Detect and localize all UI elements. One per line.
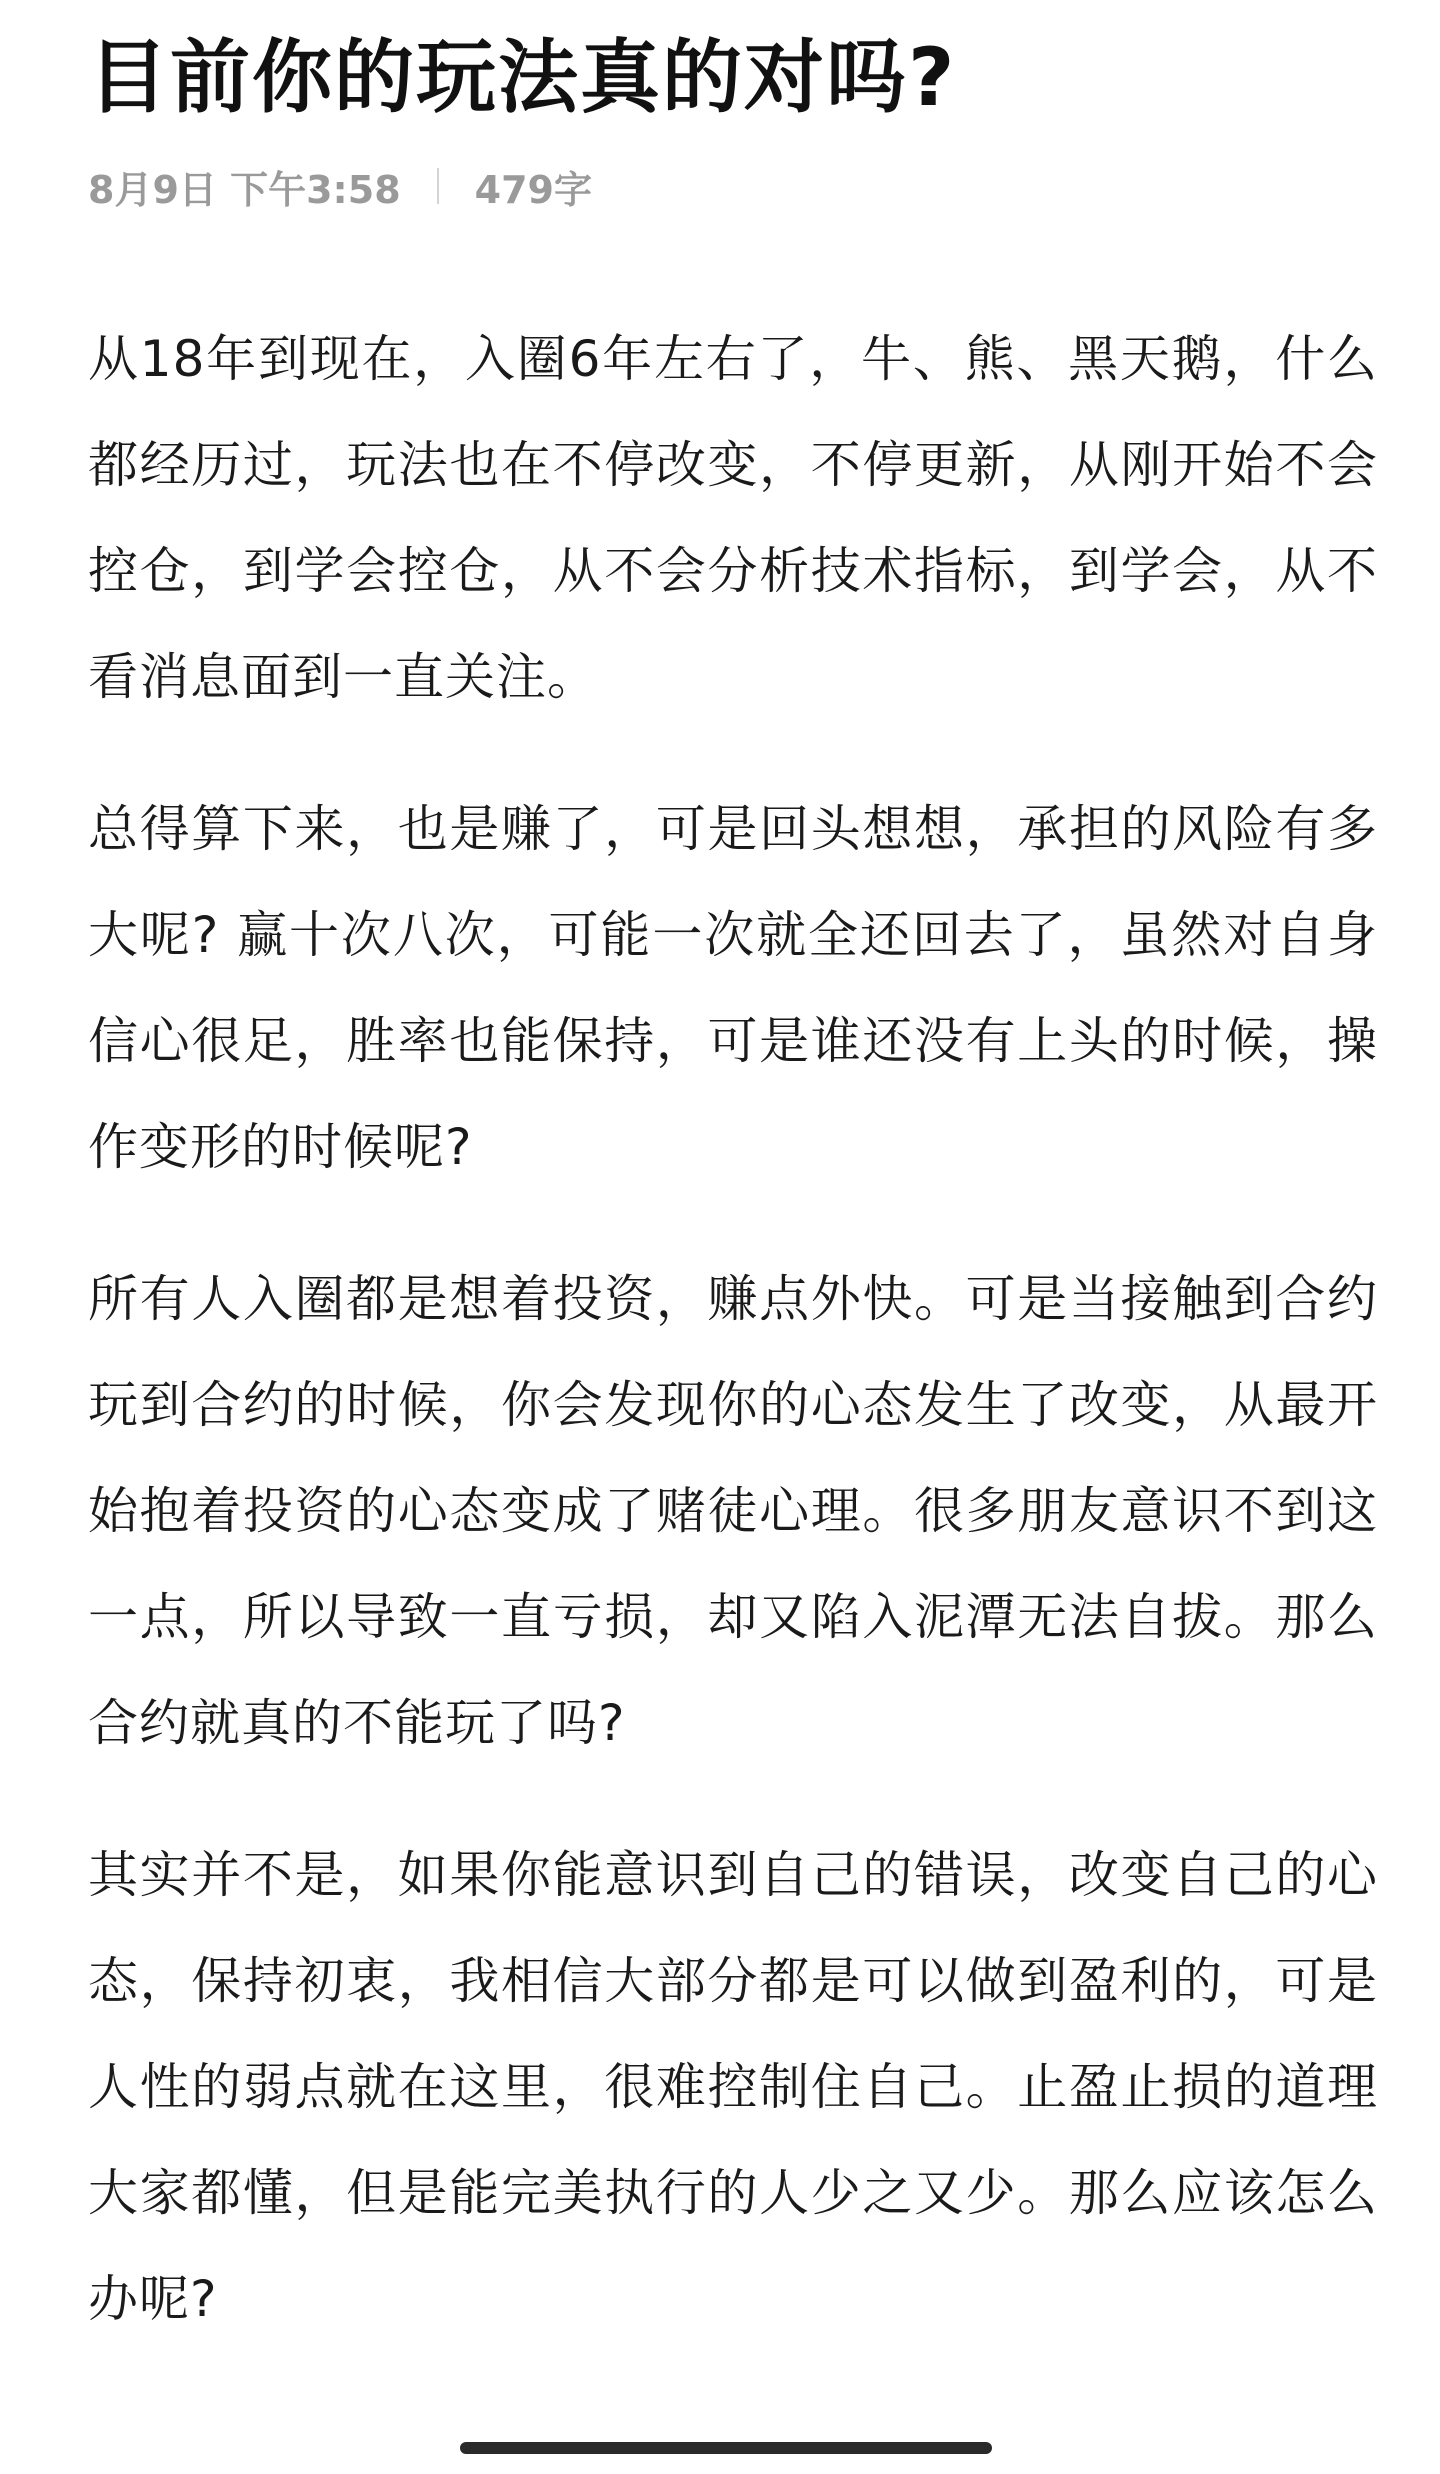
article: [88, 0, 1378, 2398]
word-count: 479字: [474, 167, 592, 212]
paragraph-1: 从18年到现在，入圈6年左右了，牛、熊、黑天鹅，什么都经历过，玩法也在不停改变，不停更新，从刚开始不会控仓，到学会控仓，从不会分析技术指标，到学会，从不看消息面到一直关注。: [88, 330, 1378, 706]
meta-divider: [437, 168, 439, 204]
paragraph-4: 其实并不是，如果你能意识到自己的错误，改变自己的心态，保持初衷，我相信大部分都是可以做到盈利的，可是人性的弱点就在这里，很难控制住自己。止盈止损的道理大家都懂，但是能完美执行的人少之又少。那么应该怎么办呢?: [88, 1846, 1378, 2328]
article-title: 目前你的玩法真的对吗?: [88, 31, 957, 124]
article-meta: [88, 162, 1378, 210]
home-indicator[interactable]: [460, 2442, 992, 2454]
paragraph-2: 总得算下来，也是赚了，可是回头想想，承担的风险有多大呢? 赢十次八次，可能一次就全还回去了，虽然对自身信心很足，胜率也能保持，可是谁还没有上头的时候，操作变形的时候呢?: [88, 800, 1378, 1176]
paragraph-3: 所有人入圈都是想着投资，赚点外快。可是当接触到合约玩到合约的时候，你会发现你的心态发生了改变，从最开始抱着投资的心态变成了赌徒心理。很多朋友意识不到这一点，所以导致一直亏损，却又陷入泥潭无法自拔。那么合约就真的不能玩了吗?: [88, 1270, 1378, 1752]
article-body[interactable]: [88, 306, 1378, 2352]
article-date: 8月9日 下午3:58: [88, 167, 401, 212]
